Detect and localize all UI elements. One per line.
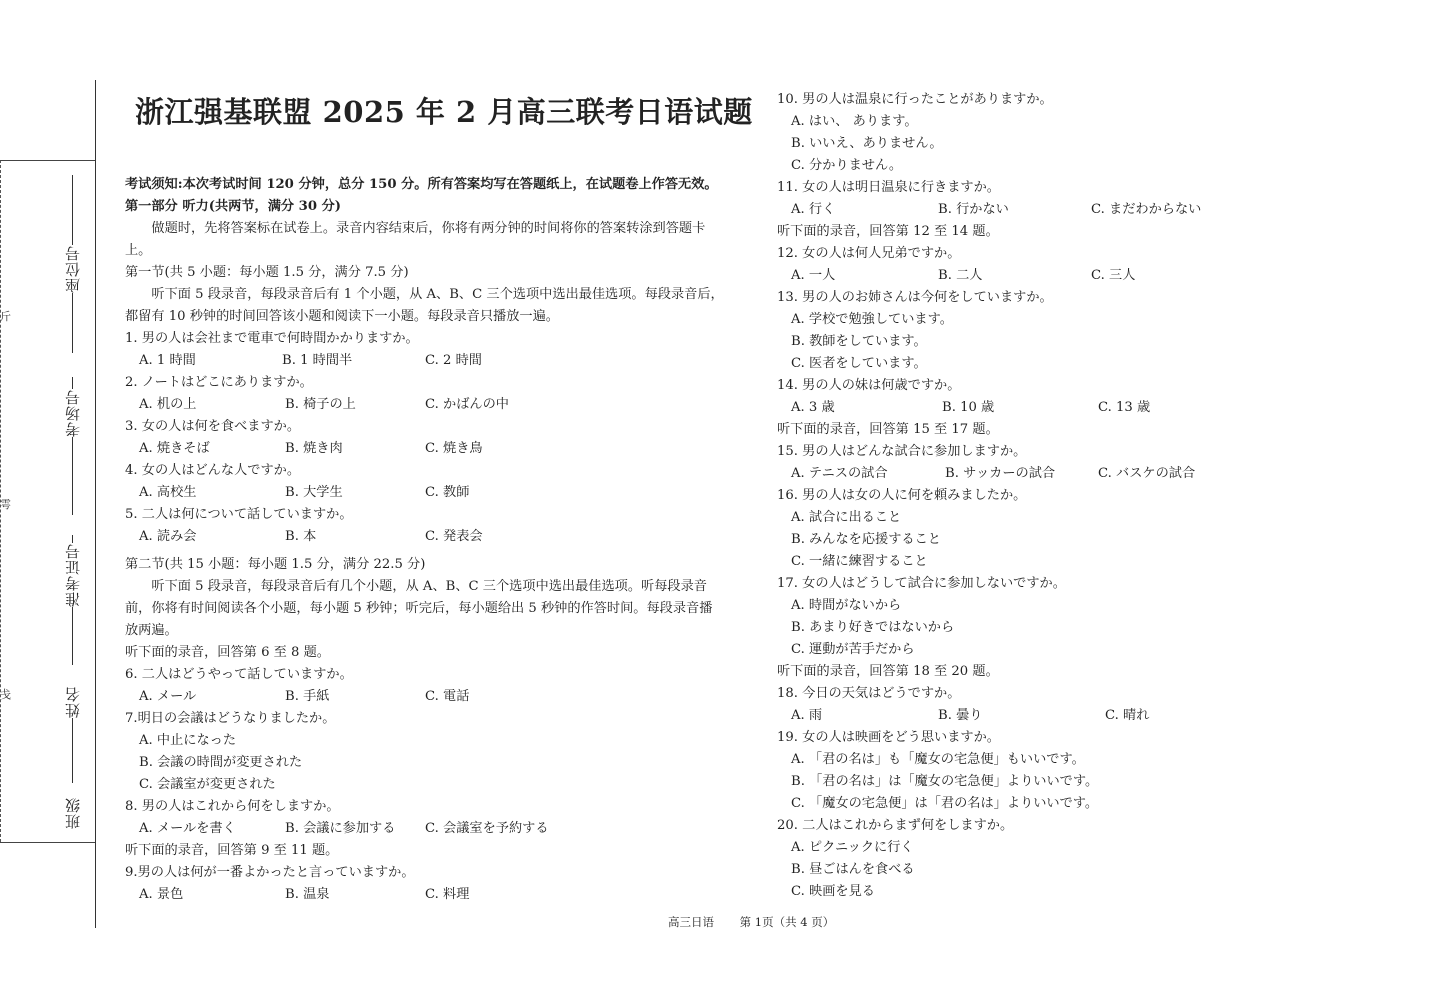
options-row	[125, 438, 725, 460]
binding-top-rule	[0, 160, 95, 161]
option: A. 行く	[791, 202, 836, 217]
admission-ticket-line	[72, 607, 73, 665]
footer-page-number: 第 1页（共 4 页）	[739, 915, 835, 929]
option: B. 焼き肉	[285, 441, 343, 456]
option: B. 会議の時間が変更された	[139, 755, 303, 770]
page-title: 浙江强基联盟 2025 年 2 月高三联考日语试题	[135, 95, 753, 129]
option: B. あまり好きではないから	[791, 620, 955, 635]
option: B. 1 時間半	[282, 353, 353, 368]
option: B. サッカーの試合	[945, 466, 1056, 481]
option: B. 10 歳	[942, 400, 995, 415]
question-9: 9.男の人は何が一番よかったと言っていますか。	[125, 865, 415, 880]
section1-heading: 第一节(共 5 小题：每小题 1.5 分，满分 7.5 分)	[125, 265, 409, 280]
option: C. 会議室が変更された	[139, 777, 276, 792]
option: C. かばんの中	[425, 397, 509, 412]
option: C. 「魔女の宅急便」は「君の名は」よりいいです。	[791, 796, 1099, 811]
section2-instruction: 听下面 5 段录音，每段录音后有几个小题，从 A、B、C 三个选项中选出最佳选项。听每段录音前，你将有时间阅读各个小题，每小题 5 秒钟；听完后，每小题给出 5 秒钟的作答时间。每段录音播放两遍。	[125, 579, 713, 638]
option: A. 「君の名は」も「魔女の宅急便」もいいです。	[791, 752, 1085, 767]
binding-bottom-rule	[0, 842, 95, 843]
left-column	[125, 174, 725, 906]
option: A. 一人	[791, 268, 836, 283]
option: B. 曇り	[938, 708, 983, 723]
question-3: 3. 女の人は何を食べますか。	[125, 419, 301, 434]
option: B. 本	[285, 529, 317, 544]
option: C. 教師	[425, 485, 470, 500]
question-18: 18. 今日の天気はどうですか。	[777, 686, 961, 701]
option: C. まだわからない	[1091, 202, 1202, 217]
question-6: 6. 二人はどうやって話していますか。	[125, 667, 353, 682]
options-row	[125, 884, 725, 906]
name-label: 姓名	[63, 686, 82, 718]
option: C. 13 歳	[1098, 400, 1151, 415]
option: B. 行かない	[938, 202, 1009, 217]
binding-edge-char: 雩	[0, 498, 11, 511]
admission-ticket-line	[72, 535, 73, 543]
question-8: 8. 男の人はこれから何をしますか。	[125, 799, 340, 814]
options-row	[777, 265, 1417, 287]
option: C. バスケの試合	[1098, 466, 1196, 481]
option: C. 会議室を予約する	[425, 821, 549, 836]
option: B. 会議に参加する	[285, 821, 396, 836]
option: C. 運動が苦手だから	[791, 642, 915, 657]
option: B. 昼ごはんを食べる	[791, 862, 915, 877]
options-row	[125, 394, 725, 416]
group-6-8-heading: 听下面的录音，回答第 6 至 8 题。	[125, 645, 330, 660]
seat-number-line	[72, 175, 73, 245]
option: B. 椅子の上	[285, 397, 356, 412]
question-20: 20. 二人はこれからまず何をしますか。	[777, 818, 1014, 833]
question-19: 19. 女の人は映画をどう思いますか。	[777, 730, 1000, 745]
options-row	[125, 350, 725, 372]
part1-heading: 第一部分 听力(共两节，满分 30 分)	[125, 199, 342, 214]
option: A. テニスの試合	[791, 466, 888, 481]
admission-ticket-field	[48, 535, 96, 665]
options-row	[777, 199, 1417, 221]
admission-ticket-label: 准考证号	[63, 543, 82, 607]
seat-number-field	[48, 175, 96, 353]
option: C. 三人	[1091, 268, 1136, 283]
name-line	[72, 718, 73, 783]
option: A. 中止になった	[139, 733, 237, 748]
options-row	[125, 818, 725, 840]
option: A. 景色	[139, 887, 184, 902]
option: C. 発表会	[425, 529, 483, 544]
option: C. 2 時間	[425, 353, 482, 368]
question-14: 14. 男の人の妹は何歳ですか。	[777, 378, 961, 393]
option: B. 温泉	[285, 887, 330, 902]
group-12-14-heading: 听下面的录音，回答第 12 至 14 题。	[777, 224, 999, 239]
option: B. いいえ、ありません。	[791, 136, 943, 151]
question-15: 15. 男の人はどんな試合に参加しますか。	[777, 444, 1027, 459]
option: A. 試合に出ること	[791, 510, 902, 525]
options-row	[125, 686, 725, 708]
section2-heading: 第二节(共 15 小题：每小题 1.5 分，满分 22.5 分)	[125, 557, 426, 572]
option: A. 雨	[791, 708, 823, 723]
option: C. 分かりません。	[791, 158, 903, 173]
option: A. ピクニックに行く	[791, 840, 914, 855]
right-column	[777, 89, 1417, 903]
question-1: 1. 男の人は会社まで電車で何時間かかりますか。	[125, 331, 419, 346]
exam-room-line	[72, 437, 73, 515]
options-row	[777, 463, 1417, 485]
option: C. 映画を見る	[791, 884, 875, 899]
option: A. 時間がないから	[791, 598, 902, 613]
option: B. 教師をしています。	[791, 334, 927, 349]
option: A. 学校で勉強しています。	[791, 312, 953, 327]
part1-instruction: 做题时，先将答案标在试卷上。录音内容结束后，你将有两分钟的时间将你的答案转涂到答题卡上。	[125, 221, 706, 258]
option: C. 晴れ	[1105, 708, 1150, 723]
group-18-20-heading: 听下面的录音，回答第 18 至 20 题。	[777, 664, 999, 679]
option: A. 高校生	[139, 485, 197, 500]
option: C. 電話	[425, 689, 470, 704]
option: B. 二人	[938, 268, 983, 283]
class-field	[48, 797, 96, 829]
group-15-17-heading: 听下面的录音，回答第 15 至 17 题。	[777, 422, 999, 437]
option: A. メールを書く	[139, 821, 236, 836]
option: C. 料理	[425, 887, 470, 902]
option: C. 一緒に練習すること	[791, 554, 928, 569]
seat-number-label: 座位号	[63, 245, 82, 293]
question-5: 5. 二人は何について話していますか。	[125, 507, 353, 522]
exam-notice: 考试须知:本次考试时间 120 分钟，总分 150 分。所有答案均写在答题纸上，在试题卷上作答无效。	[125, 177, 718, 192]
binding-edge-char: 斤	[0, 310, 11, 323]
exam-room-label: 考场号	[63, 389, 82, 437]
question-12: 12. 女の人は何人兄弟ですか。	[777, 246, 961, 261]
question-2: 2. ノートはどこにありますか。	[125, 375, 313, 390]
option: A. はい、 あります。	[791, 114, 918, 129]
option: B. 「君の名は」は「魔女の宅急便」よりいいです。	[791, 774, 1099, 789]
exam-room-line	[72, 377, 73, 389]
options-row	[777, 705, 1417, 727]
page-footer	[668, 914, 834, 930]
question-4: 4. 女の人はどんな人ですか。	[125, 463, 301, 478]
option: B. みんなを応援すること	[791, 532, 941, 547]
question-17: 17. 女の人はどうして試合に参加しないですか。	[777, 576, 1066, 591]
option: A. メール	[139, 689, 197, 704]
footer-subject: 高三日语	[668, 915, 714, 929]
option: A. 机の上	[139, 397, 197, 412]
option: A. 3 歳	[791, 400, 835, 415]
group-9-11-heading: 听下面的录音，回答第 9 至 11 题。	[125, 843, 339, 858]
option: C. 焼き鳥	[425, 441, 483, 456]
options-row	[125, 526, 725, 548]
class-label: 班级	[63, 797, 82, 829]
question-11: 11. 女の人は明日温泉に行きますか。	[777, 180, 1000, 195]
options-row	[125, 482, 725, 504]
section1-instruction: 听下面 5 段录音，每段录音后有 1 个小题，从 A、B、C 三个选项中选出最佳选项。每段录音后，都留有 10 秒钟的时间回答该小题和阅读下一小题。每段录音只播放一遍。	[125, 287, 724, 324]
seat-number-line	[72, 293, 73, 353]
option: A. 読み会	[139, 529, 197, 544]
question-13: 13. 男の人のお姉さんは今何をしていますか。	[777, 290, 1053, 305]
option: A. 焼きそば	[139, 441, 210, 456]
option: B. 大学生	[285, 485, 343, 500]
options-row	[777, 397, 1417, 419]
name-field	[48, 686, 96, 783]
binding-edge-char: 戋	[0, 688, 11, 701]
option: B. 手紙	[285, 689, 330, 704]
question-7: 7.明日の会議はどうなりましたか。	[125, 711, 336, 726]
question-10: 10. 男の人は温泉に行ったことがありますか。	[777, 92, 1053, 107]
exam-room-field	[48, 377, 96, 515]
option: A. 1 時間	[139, 353, 196, 368]
question-16: 16. 男の人は女の人に何を頼みましたか。	[777, 488, 1027, 503]
option: C. 医者をしています。	[791, 356, 927, 371]
